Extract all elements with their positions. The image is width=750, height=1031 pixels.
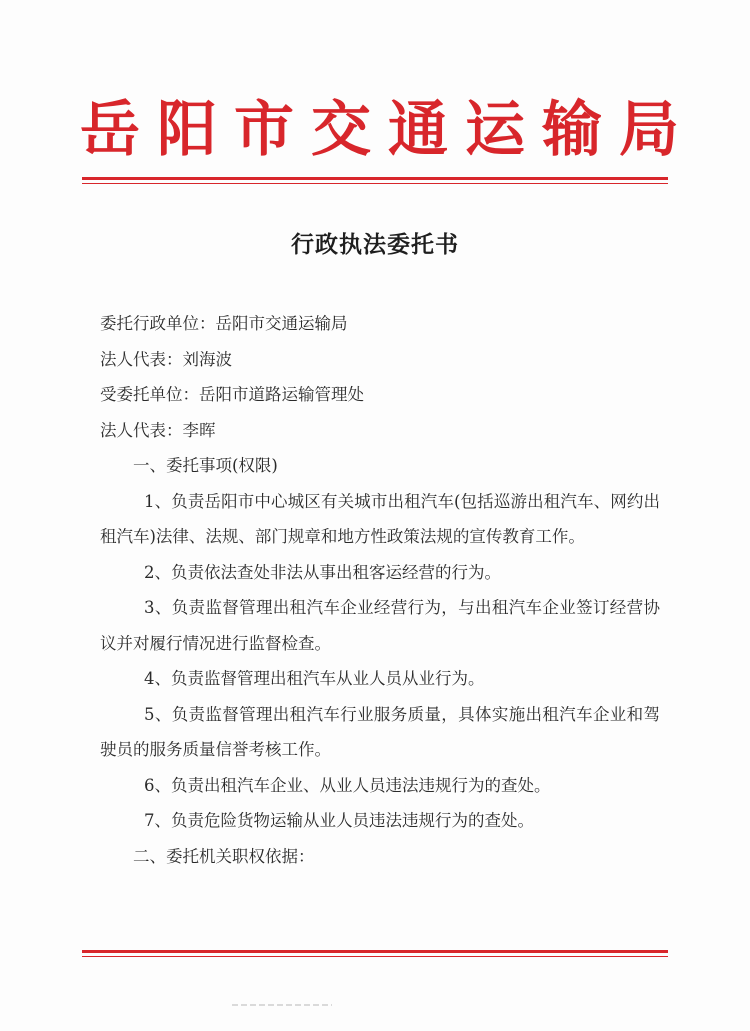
letterhead-rule-thin bbox=[82, 183, 668, 184]
list-item: 2、负责依法查处非法从事出租客运经营的行为。 bbox=[144, 562, 501, 582]
list-item: 3、负责监督管理出租汽车企业经营行为，与出租汽车企业签订经营协议并对履行情况进行监督检查。 bbox=[100, 598, 660, 653]
entrusting-unit-line: 委托行政单位：岳阳市交通运输局 bbox=[100, 314, 348, 333]
section-heading: 一、委托事项(权限) bbox=[133, 456, 278, 475]
list-item: 7、负责危险货物运输从业人员违法违规行为的查处。 bbox=[144, 811, 534, 830]
org-letterhead-title: 岳阳市交通运输局 bbox=[80, 95, 696, 165]
letterhead-rule-thick bbox=[82, 177, 668, 180]
entrusted-unit-line: 受委托单位：岳阳市道路运输管理处 bbox=[100, 385, 364, 404]
document-title: 行政执法委托书 bbox=[291, 231, 459, 258]
list-item: 6、负责出租汽车企业、从业人员违法违规行为的查处。 bbox=[144, 775, 551, 795]
entrusting-rep-line: 法人代表：刘海波 bbox=[100, 349, 232, 369]
scan-artifact bbox=[232, 1004, 332, 1006]
document-body bbox=[100, 306, 660, 874]
footer-rule-thin bbox=[82, 956, 668, 957]
footer-rule-thick bbox=[82, 950, 668, 953]
entrusted-rep-line: 法人代表：李晖 bbox=[100, 420, 216, 440]
list-item: 1、负责岳阳市中心城区有关城市出租汽车(包括巡游出租汽车、网约出租汽车)法律、法规、部门规章和地方性政策法规的宣传教育工作。 bbox=[100, 491, 660, 546]
list-item: 5、负责监督管理出租汽车行业服务质量，具体实施出租汽车企业和驾驶员的服务质量信誉考核工作。 bbox=[100, 704, 660, 759]
list-item: 4、负责监督管理出租汽车从业人员从业行为。 bbox=[144, 669, 485, 688]
section-heading: 二、委托机关职权依据： bbox=[133, 846, 315, 866]
